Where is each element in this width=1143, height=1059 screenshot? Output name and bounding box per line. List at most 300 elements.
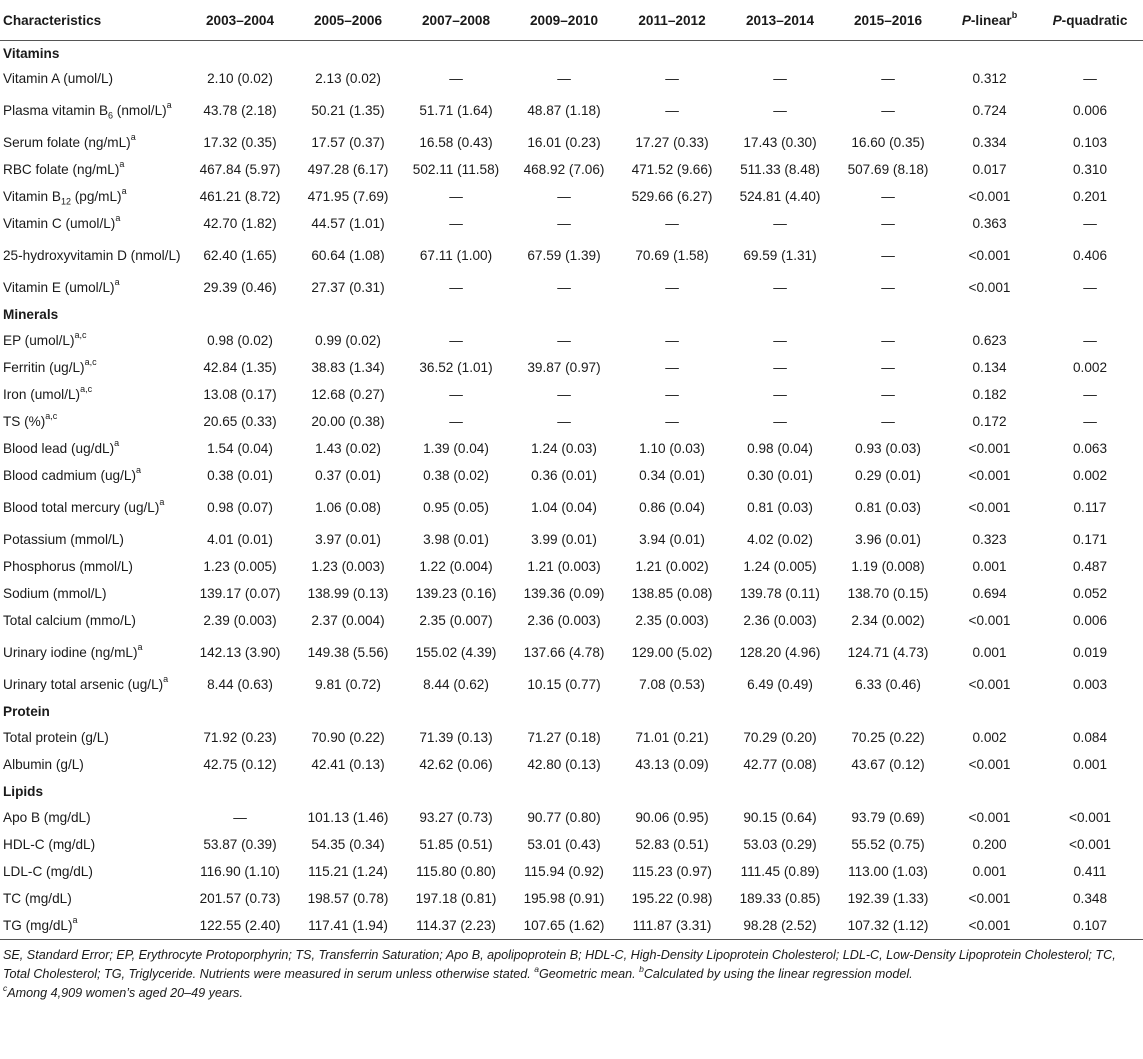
value-cell: — xyxy=(665,71,679,86)
row-label xyxy=(0,751,186,778)
p-quadratic-cell: 0.406 xyxy=(1072,248,1108,263)
value-cell: 115.80 (0.80) xyxy=(416,864,496,879)
header-p-linear xyxy=(942,0,1037,41)
row-label-superscript: a,c xyxy=(45,411,58,422)
row-label-text: Iron (umol/L) xyxy=(3,387,81,402)
p-quadratic-cell: — xyxy=(1083,414,1097,429)
row-label xyxy=(0,607,186,634)
value-cell: 43.13 (0.09) xyxy=(635,757,709,772)
value-cell: 201.57 (0.73) xyxy=(199,891,281,906)
row-label-text: Blood total mercury (ug/L) xyxy=(3,500,160,515)
row-label-subscript: 12 xyxy=(60,196,71,207)
table-row xyxy=(0,489,1143,526)
value-cell: 0.98 (0.07) xyxy=(207,500,273,515)
value-cell: 42.84 (1.35) xyxy=(203,360,277,375)
table-row xyxy=(0,408,1143,435)
value-cell: — xyxy=(665,360,679,375)
value-cell: — xyxy=(881,71,895,86)
header-p-suffix: -linear xyxy=(970,12,1012,28)
row-label-superscript: a xyxy=(163,674,169,685)
value-cell: 139.36 (0.09) xyxy=(523,586,605,601)
table-row xyxy=(0,912,1143,940)
row-label-superscript: a xyxy=(121,186,127,197)
value-cell: 1.06 (0.08) xyxy=(315,500,381,515)
value-cell: 70.29 (0.20) xyxy=(743,730,817,745)
p-linear-cell: 0.334 xyxy=(972,135,1007,150)
value-cell: — xyxy=(449,280,463,295)
table-row xyxy=(0,724,1143,751)
header-characteristics: Characteristics xyxy=(0,0,186,41)
value-cell: 70.90 (0.22) xyxy=(311,730,385,745)
p-linear-cell: <0.001 xyxy=(942,912,1037,940)
row-label-superscript: a xyxy=(137,642,143,653)
value-cell: 189.33 (0.85) xyxy=(739,891,821,906)
value-cell: 502.11 (11.58) xyxy=(412,162,500,177)
row-label xyxy=(0,580,186,607)
table-row xyxy=(0,634,1143,671)
value-cell: — xyxy=(665,387,679,402)
value-cell: — xyxy=(881,103,895,118)
table-row xyxy=(0,65,1143,92)
value-cell: 0.30 (0.01) xyxy=(747,468,813,483)
value-cell: 93.79 (0.69) xyxy=(851,810,925,825)
value-cell: 90.06 (0.95) xyxy=(635,810,709,825)
header-year: 2015–2016 xyxy=(834,0,942,41)
value-cell: 93.27 (0.73) xyxy=(419,810,493,825)
p-quadratic-cell: — xyxy=(1083,387,1097,402)
value-cell: 471.95 (7.69) xyxy=(307,189,389,204)
value-cell: — xyxy=(881,248,895,263)
value-cell: 13.08 (0.17) xyxy=(203,387,277,402)
table-row xyxy=(0,156,1143,183)
value-cell: 52.83 (0.51) xyxy=(635,837,709,852)
value-cell: 10.15 (0.77) xyxy=(527,677,601,692)
row-label xyxy=(0,858,186,885)
value-cell: 42.41 (0.13) xyxy=(311,757,385,772)
p-quadratic-cell: — xyxy=(1083,280,1097,295)
table-row xyxy=(0,671,1143,698)
row-label-text: Serum folate (ng/mL) xyxy=(3,135,131,150)
value-cell: — xyxy=(881,333,895,348)
value-cell: 38.83 (1.34) xyxy=(311,360,385,375)
table-body xyxy=(0,41,1143,940)
value-cell: 6.33 (0.46) xyxy=(855,677,921,692)
value-cell: 1.24 (0.005) xyxy=(743,559,817,574)
p-linear-cell: 0.323 xyxy=(972,532,1007,547)
row-label-text: Urinary iodine (ng/mL) xyxy=(3,645,138,660)
p-linear-cell: <0.001 xyxy=(968,468,1011,483)
value-cell: 17.57 (0.37) xyxy=(311,135,385,150)
p-linear-cell: <0.001 xyxy=(968,677,1011,692)
value-cell: 138.70 (0.15) xyxy=(847,586,929,601)
value-cell: — xyxy=(557,280,571,295)
table-row xyxy=(0,327,1143,354)
row-label-text: TS (%) xyxy=(3,414,46,429)
header-p-linear-sup: b xyxy=(1011,9,1018,20)
table-footnotes xyxy=(0,940,1143,1003)
value-cell: 48.87 (1.18) xyxy=(527,103,601,118)
table-row xyxy=(0,526,1143,553)
value-cell: 122.55 (2.40) xyxy=(186,912,294,940)
row-label-superscript: a,c xyxy=(84,357,97,368)
p-quadratic-cell: 0.411 xyxy=(1073,864,1107,879)
row-label-unit: (pg/mL) xyxy=(70,189,122,204)
value-cell: 116.90 (1.10) xyxy=(200,864,280,879)
p-linear-cell: <0.001 xyxy=(968,613,1011,628)
value-cell: 69.59 (1.31) xyxy=(743,248,817,263)
p-linear-cell: 0.002 xyxy=(972,730,1007,745)
value-cell: 117.41 (1.94) xyxy=(294,912,402,940)
value-cell: 2.37 (0.004) xyxy=(311,613,385,628)
section-title: Protein xyxy=(3,703,50,719)
row-label xyxy=(0,183,186,210)
value-cell: 53.01 (0.43) xyxy=(527,837,601,852)
header-p-linear-text xyxy=(962,13,1012,28)
value-cell: 113.00 (1.03) xyxy=(848,864,928,879)
table-row xyxy=(0,210,1143,237)
p-linear-cell: <0.001 xyxy=(968,810,1011,825)
p-quadratic-cell: 0.171 xyxy=(1072,532,1108,547)
row-label xyxy=(0,553,186,580)
value-cell: 197.18 (0.81) xyxy=(415,891,497,906)
row-label-superscript: a xyxy=(114,277,120,288)
value-cell: 114.37 (2.23) xyxy=(402,912,510,940)
table-row xyxy=(0,237,1143,274)
value-cell: 67.59 (1.39) xyxy=(527,248,601,263)
p-quadratic-cell: — xyxy=(1083,216,1097,231)
row-label-text: Vitamin E (umol/L) xyxy=(3,280,115,295)
value-cell: 107.32 (1.12) xyxy=(834,912,942,940)
table-row xyxy=(0,435,1143,462)
value-cell: 27.37 (0.31) xyxy=(311,280,385,295)
value-cell: 7.08 (0.53) xyxy=(639,677,705,692)
value-cell: — xyxy=(881,280,895,295)
p-linear-cell: <0.001 xyxy=(968,280,1011,295)
table-row xyxy=(0,183,1143,210)
value-cell: 3.94 (0.01) xyxy=(639,532,705,547)
footnote-c-text: Among 4,909 women’s aged 20–49 years. xyxy=(7,986,243,1000)
p-quadratic-cell: — xyxy=(1083,333,1097,348)
row-label xyxy=(0,381,186,408)
row-label xyxy=(0,210,186,237)
value-cell: 70.69 (1.58) xyxy=(635,248,709,263)
row-label xyxy=(0,724,186,751)
p-quadratic-cell: 0.052 xyxy=(1072,586,1108,601)
section-title: Lipids xyxy=(3,783,44,799)
value-cell: 0.98 (0.02) xyxy=(207,333,273,348)
header-p-quadratic-label xyxy=(1053,13,1128,28)
value-cell: 17.43 (0.30) xyxy=(743,135,817,150)
value-cell: 0.93 (0.03) xyxy=(855,441,921,456)
value-cell: 17.32 (0.35) xyxy=(203,135,277,150)
row-label xyxy=(0,92,186,129)
p-quadratic-cell: <0.001 xyxy=(1069,837,1111,852)
table-row xyxy=(0,92,1143,129)
row-label xyxy=(0,489,186,526)
value-cell: 1.22 (0.004) xyxy=(419,559,493,574)
value-cell: 129.00 (5.02) xyxy=(631,645,713,660)
row-label-superscript: a,c xyxy=(74,330,87,341)
value-cell: 2.34 (0.002) xyxy=(851,613,925,628)
value-cell: 101.13 (1.46) xyxy=(307,810,389,825)
p-quadratic-cell: 0.019 xyxy=(1072,645,1108,660)
header-year: 2013–2014 xyxy=(726,0,834,41)
value-cell: 2.35 (0.007) xyxy=(419,613,493,628)
row-label-text: Sodium (mmol/L) xyxy=(3,586,107,601)
value-cell: 8.44 (0.63) xyxy=(207,677,273,692)
row-label-text: Plasma vitamin B xyxy=(3,103,109,118)
value-cell: 2.36 (0.003) xyxy=(743,613,817,628)
value-cell: 55.52 (0.75) xyxy=(851,837,925,852)
value-cell: 471.52 (9.66) xyxy=(631,162,713,177)
value-cell: 115.21 (1.24) xyxy=(308,864,388,879)
value-cell: — xyxy=(881,387,895,402)
row-label-text: Urinary total arsenic (ug/L) xyxy=(3,677,164,692)
row-label-superscript: a xyxy=(115,213,121,224)
header-year: 2009–2010 xyxy=(510,0,618,41)
value-cell: 90.15 (0.64) xyxy=(743,810,817,825)
value-cell: — xyxy=(881,414,895,429)
value-cell: 20.00 (0.38) xyxy=(311,414,385,429)
value-cell: 42.77 (0.08) xyxy=(743,757,817,772)
row-label-text: Phosphorus (mmol/L) xyxy=(3,559,133,574)
row-label xyxy=(0,804,186,831)
value-cell: 192.39 (1.33) xyxy=(847,891,929,906)
value-cell: — xyxy=(773,414,787,429)
table-row xyxy=(0,462,1143,489)
row-label-text: TC (mg/dL) xyxy=(3,891,72,906)
value-cell: 0.86 (0.04) xyxy=(639,500,705,515)
p-quadratic-cell: 0.117 xyxy=(1073,500,1107,515)
value-cell: 20.65 (0.33) xyxy=(203,414,277,429)
header-year: 2011–2012 xyxy=(618,0,726,41)
value-cell: 1.24 (0.03) xyxy=(531,441,597,456)
value-cell: 195.22 (0.98) xyxy=(631,891,713,906)
value-cell: 1.10 (0.03) xyxy=(639,441,705,456)
value-cell: 511.33 (8.48) xyxy=(740,162,820,177)
row-label-text: LDL-C (mg/dL) xyxy=(3,864,93,879)
p-linear-cell: 0.001 xyxy=(972,864,1007,879)
value-cell: 1.54 (0.04) xyxy=(207,441,273,456)
value-cell: 0.38 (0.02) xyxy=(423,468,489,483)
p-quadratic-cell: 0.006 xyxy=(1072,613,1108,628)
p-linear-cell: 0.134 xyxy=(972,360,1007,375)
value-cell: 71.92 (0.23) xyxy=(203,730,277,745)
value-cell: — xyxy=(773,333,787,348)
row-label xyxy=(0,408,186,435)
p-linear-cell: <0.001 xyxy=(968,757,1011,772)
section-row xyxy=(0,41,1143,66)
value-cell: 0.98 (0.04) xyxy=(747,441,813,456)
value-cell: 54.35 (0.34) xyxy=(311,837,385,852)
table-row xyxy=(0,381,1143,408)
footnote-abbreviations: SE, Standard Error; EP, Erythrocyte Protoporphyrin; TS, Transferrin Saturation; Apo B, apolipoprotein B; HDL-C, High-Density Lipoprotein Cholesterol; LDL-C, Low-Density Lipoprotein Cholesterol; TC, Total Cholesterol; TG, Triglyceride. Nutrients were measured in serum unless otherwise stated. xyxy=(3,948,1116,981)
value-cell: 51.71 (1.64) xyxy=(419,103,493,118)
value-cell: 529.66 (6.27) xyxy=(631,189,713,204)
p-linear-cell: 0.694 xyxy=(972,586,1007,601)
p-quadratic-cell: 0.107 xyxy=(1037,912,1143,940)
p-linear-cell: 0.001 xyxy=(972,559,1007,574)
value-cell: 60.64 (1.08) xyxy=(311,248,385,263)
value-cell: 0.29 (0.01) xyxy=(855,468,921,483)
value-cell: 42.62 (0.06) xyxy=(419,757,493,772)
value-cell: 71.39 (0.13) xyxy=(419,730,493,745)
value-cell: — xyxy=(665,280,679,295)
section-row xyxy=(0,778,1143,804)
value-cell: 111.45 (0.89) xyxy=(740,864,820,879)
value-cell: 155.02 (4.39) xyxy=(415,645,497,660)
value-cell: — xyxy=(557,387,571,402)
row-label xyxy=(0,634,186,671)
header-p-letter: P xyxy=(1052,12,1062,28)
row-label xyxy=(0,129,186,156)
value-cell: 139.23 (0.16) xyxy=(415,586,497,601)
value-cell: 124.71 (4.73) xyxy=(847,645,929,660)
value-cell: — xyxy=(773,360,787,375)
p-quadratic-cell: 0.310 xyxy=(1072,162,1108,177)
p-quadratic-cell: 0.002 xyxy=(1072,468,1108,483)
value-cell: — xyxy=(665,333,679,348)
row-label-text: Total calcium (mmo/L) xyxy=(3,613,136,628)
value-cell: — xyxy=(773,103,787,118)
row-label xyxy=(0,354,186,381)
p-quadratic-cell: — xyxy=(1083,71,1097,86)
value-cell: — xyxy=(773,216,787,231)
row-label xyxy=(0,526,186,553)
value-cell: — xyxy=(449,414,463,429)
row-label xyxy=(0,156,186,183)
value-cell: 461.21 (8.72) xyxy=(199,189,281,204)
row-label xyxy=(0,435,186,462)
value-cell: 8.44 (0.62) xyxy=(423,677,489,692)
p-linear-cell: 0.623 xyxy=(972,333,1007,348)
value-cell: 4.02 (0.02) xyxy=(747,532,813,547)
value-cell: — xyxy=(773,71,787,86)
row-label-superscript: a xyxy=(114,438,120,449)
value-cell: 468.92 (7.06) xyxy=(523,162,605,177)
value-cell: 2.10 (0.02) xyxy=(207,71,273,86)
row-label xyxy=(0,462,186,489)
row-label-text: Blood lead (ug/dL) xyxy=(3,441,115,456)
header-row xyxy=(0,0,1143,41)
value-cell: 29.39 (0.46) xyxy=(203,280,277,295)
value-cell: 3.99 (0.01) xyxy=(531,532,597,547)
value-cell: 17.27 (0.33) xyxy=(635,135,709,150)
p-linear-cell: <0.001 xyxy=(968,441,1011,456)
value-cell: 98.28 (2.52) xyxy=(726,912,834,940)
value-cell: 0.81 (0.03) xyxy=(855,500,921,515)
value-cell: 128.20 (4.96) xyxy=(739,645,821,660)
value-cell: 1.23 (0.005) xyxy=(203,559,277,574)
p-quadratic-cell: 0.348 xyxy=(1072,891,1108,906)
section-title: Vitamins xyxy=(3,45,60,61)
p-linear-cell: <0.001 xyxy=(968,891,1011,906)
value-cell: 12.68 (0.27) xyxy=(311,387,385,402)
value-cell: 0.99 (0.02) xyxy=(315,333,381,348)
value-cell: 71.01 (0.21) xyxy=(635,730,709,745)
row-label-superscript: a xyxy=(119,159,125,170)
table-row xyxy=(0,580,1143,607)
table-row xyxy=(0,274,1143,301)
value-cell: 138.99 (0.13) xyxy=(307,586,389,601)
value-cell: — xyxy=(557,333,571,348)
footnote-b-marker: b xyxy=(639,963,644,974)
header-p-quadratic xyxy=(1037,0,1143,41)
p-linear-cell: 0.724 xyxy=(972,103,1007,118)
value-cell: 53.87 (0.39) xyxy=(203,837,277,852)
value-cell: — xyxy=(449,189,463,204)
value-cell: 497.28 (6.17) xyxy=(307,162,389,177)
p-quadratic-cell: 0.003 xyxy=(1072,677,1108,692)
table-row xyxy=(0,129,1143,156)
value-cell: 6.49 (0.49) xyxy=(747,677,813,692)
p-linear-cell: 0.017 xyxy=(972,162,1007,177)
header-p-linear-label xyxy=(962,13,1012,28)
value-cell: 0.38 (0.01) xyxy=(207,468,273,483)
table-row xyxy=(0,354,1143,381)
value-cell: — xyxy=(665,103,679,118)
p-quadratic-cell: 0.201 xyxy=(1072,189,1108,204)
row-label xyxy=(0,237,186,274)
p-linear-cell: 0.001 xyxy=(972,645,1007,660)
table-row xyxy=(0,831,1143,858)
section-row xyxy=(0,698,1143,724)
row-label-text: Vitamin A (umol/L) xyxy=(3,71,114,86)
row-label-text: Vitamin B xyxy=(3,189,61,204)
value-cell: 107.65 (1.62) xyxy=(510,912,618,940)
value-cell: 1.43 (0.02) xyxy=(315,441,381,456)
value-cell: 43.78 (2.18) xyxy=(203,103,277,118)
row-label-text: TG (mg/dL) xyxy=(3,918,73,933)
table-row xyxy=(0,885,1143,912)
value-cell: 43.67 (0.12) xyxy=(851,757,925,772)
row-label-superscript: a xyxy=(159,497,165,508)
p-linear-cell: <0.001 xyxy=(968,500,1011,515)
row-label-text: Vitamin C (umol/L) xyxy=(3,216,116,231)
value-cell: — xyxy=(557,216,571,231)
row-label-text: EP (umol/L) xyxy=(3,333,75,348)
value-cell: 467.84 (5.97) xyxy=(199,162,281,177)
value-cell: 62.40 (1.65) xyxy=(203,248,277,263)
row-label-text: Apo B (mg/dL) xyxy=(3,810,91,825)
row-label-text: Blood cadmium (ug/L) xyxy=(3,468,136,483)
p-quadratic-cell: 0.006 xyxy=(1072,103,1108,118)
value-cell: 3.98 (0.01) xyxy=(423,532,489,547)
value-cell: 195.98 (0.91) xyxy=(523,891,605,906)
p-linear-cell: 0.172 xyxy=(972,414,1007,429)
p-linear-cell: 0.200 xyxy=(972,837,1007,852)
p-quadratic-cell: 0.001 xyxy=(1072,757,1108,772)
row-label-superscript: a xyxy=(135,465,141,476)
table-row xyxy=(0,553,1143,580)
value-cell: — xyxy=(773,387,787,402)
row-label-superscript: a xyxy=(166,100,172,111)
value-cell: 39.87 (0.97) xyxy=(527,360,601,375)
value-cell: 111.87 (3.31) xyxy=(618,912,726,940)
value-cell: 0.34 (0.01) xyxy=(639,468,705,483)
value-cell: 67.11 (1.00) xyxy=(419,248,493,263)
value-cell: — xyxy=(881,216,895,231)
row-label xyxy=(0,671,186,698)
footnote-a-text: Geometric mean. xyxy=(539,967,640,981)
table-row xyxy=(0,804,1143,831)
value-cell: 51.85 (0.51) xyxy=(419,837,493,852)
value-cell: 0.81 (0.03) xyxy=(747,500,813,515)
section-title: Minerals xyxy=(3,306,59,322)
value-cell: — xyxy=(665,216,679,231)
value-cell: — xyxy=(449,216,463,231)
value-cell: 9.81 (0.72) xyxy=(315,677,381,692)
